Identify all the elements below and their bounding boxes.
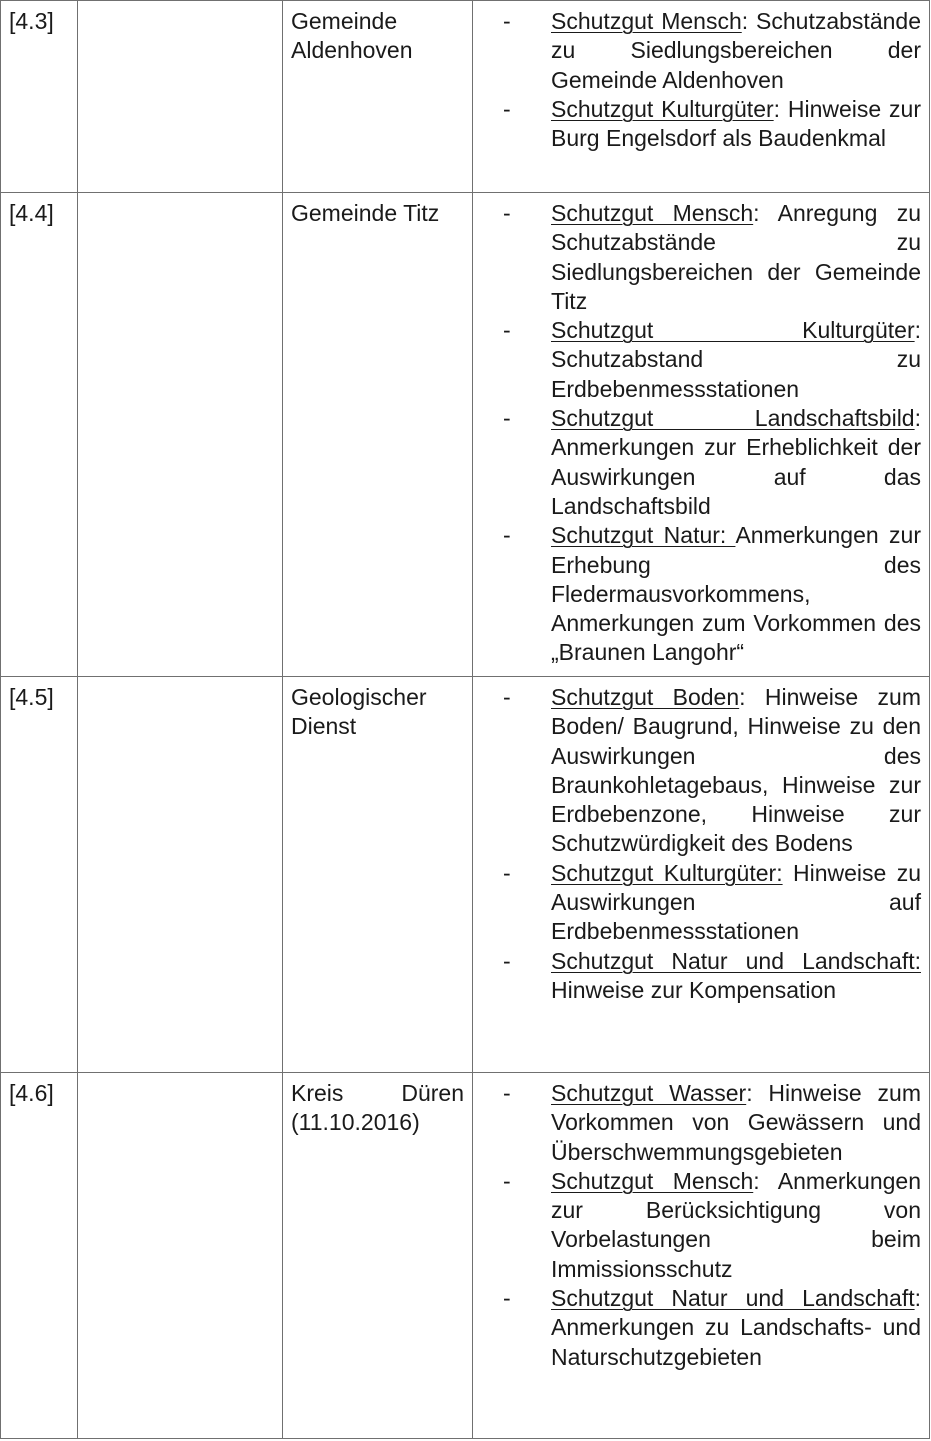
table-row <box>1 677 930 1073</box>
dash-bullet: - <box>503 684 511 710</box>
dash-bullet: - <box>503 947 511 974</box>
notes-list <box>481 7 921 153</box>
notes-list <box>481 683 921 1005</box>
notes-list <box>481 1079 921 1372</box>
notes-cell <box>473 193 930 677</box>
protected-good: Schutzgut Mensch <box>551 200 754 226</box>
organization-name: Gemeinde Titz <box>283 193 473 677</box>
list-item <box>481 316 921 404</box>
notes-list <box>481 199 921 668</box>
row-id: [4.3] <box>1 1 78 193</box>
organization-name: Geologischer Dienst <box>283 677 473 1073</box>
list-item <box>481 947 921 1006</box>
protected-good: Schutzgut Kulturgüter <box>551 95 774 122</box>
dash-bullet: - <box>503 859 511 886</box>
list-item <box>481 521 921 667</box>
dash-bullet: - <box>503 317 511 344</box>
protected-good: Schutzgut Kulturgüter: <box>551 859 783 886</box>
table-row <box>1 193 930 677</box>
note-text: : Hinweise zur Burg Engelsdorf als Baudenkmal <box>551 95 922 152</box>
protected-good: Schutzgut Kulturgüter <box>551 317 915 344</box>
list-item <box>481 683 921 859</box>
organization-name: Gemeinde Aldenhoven <box>283 1 473 193</box>
list-item <box>481 95 921 154</box>
protected-good: Schutzgut Landschaftsbild <box>551 405 915 432</box>
note-text: : Hinweise zum Vorkommen von Gewässern und Überschwemmungsgebieten <box>551 1080 921 1165</box>
protected-good: Schutzgut Natur und Landschaft <box>551 1285 915 1312</box>
note-text: : Anmerkungen zu Landschafts- und Naturschutzgebieten <box>551 1285 921 1370</box>
list-item <box>481 7 921 95</box>
list-item <box>481 404 921 521</box>
note-text: : Schutzabstand zu Erdbebenmessstationen <box>551 317 921 402</box>
note-text: : Anmerkungen zur Berücksichtigung von Vorbelastungen beim Immissionsschutz <box>551 1167 921 1282</box>
row-id: [4.6] <box>1 1073 78 1439</box>
dash-bullet: - <box>503 1167 511 1194</box>
list-item <box>481 199 921 316</box>
table-row <box>1 1 930 193</box>
note-text: : Anregung zu Schutzabstände zu Siedlungsbereichen der Gemeinde Titz <box>551 200 921 314</box>
protected-good: Schutzgut Wasser <box>551 1080 747 1106</box>
list-item <box>481 1167 921 1284</box>
empty-cell <box>78 677 283 1073</box>
dash-bullet: - <box>503 95 511 122</box>
organization-name: Kreis Düren (11.10.2016) <box>283 1073 473 1439</box>
dash-bullet: - <box>503 200 511 226</box>
note-text: Hinweise zur Kompensation <box>551 976 837 1003</box>
empty-cell <box>78 193 283 677</box>
dash-bullet: - <box>503 405 511 432</box>
notes-cell <box>473 1 930 193</box>
empty-cell <box>78 1073 283 1439</box>
list-item <box>481 1079 921 1167</box>
notes-cell <box>473 677 930 1073</box>
protected-good: Schutzgut Mensch <box>551 8 742 34</box>
dash-bullet: - <box>503 8 511 34</box>
dash-bullet: - <box>503 1285 511 1312</box>
list-item <box>481 859 921 947</box>
note-text: Anmerkungen zur Erhebung des Fledermausvorkommens, Anmerkungen zum Vorkommen des „Braunen Langohr“ <box>551 522 921 666</box>
row-id: [4.5] <box>1 677 78 1073</box>
table-row <box>1 1073 930 1439</box>
list-item <box>481 1284 921 1372</box>
note-text: : Hinweise zum Boden/ Baugrund, Hinweise zu den Auswirkungen des Braunkohletagebaus, Hinweise zur Erdbebenzone, Hinweise zur Schutzwürdigkeit des Bodens <box>551 684 922 857</box>
note-text: Hinweise zu Auswirkungen auf Erdbebenmessstationen <box>551 859 922 945</box>
note-text: : Anmerkungen zur Erheblichkeit der Auswirkungen auf das Landschaftsbild <box>551 405 921 519</box>
protected-good: Schutzgut Natur: <box>551 522 736 549</box>
row-id: [4.4] <box>1 193 78 677</box>
empty-cell <box>78 1 283 193</box>
note-text: : Schutzabstände zu Siedlungsbereichen der Gemeinde Aldenhoven <box>551 8 921 93</box>
notes-cell <box>473 1073 930 1439</box>
protected-good: Schutzgut Mensch <box>551 1167 754 1194</box>
protected-good: Schutzgut Boden <box>551 684 740 710</box>
protected-good: Schutzgut Natur und Landschaft: <box>551 947 921 974</box>
dash-bullet: - <box>503 522 511 549</box>
dash-bullet: - <box>503 1080 511 1106</box>
